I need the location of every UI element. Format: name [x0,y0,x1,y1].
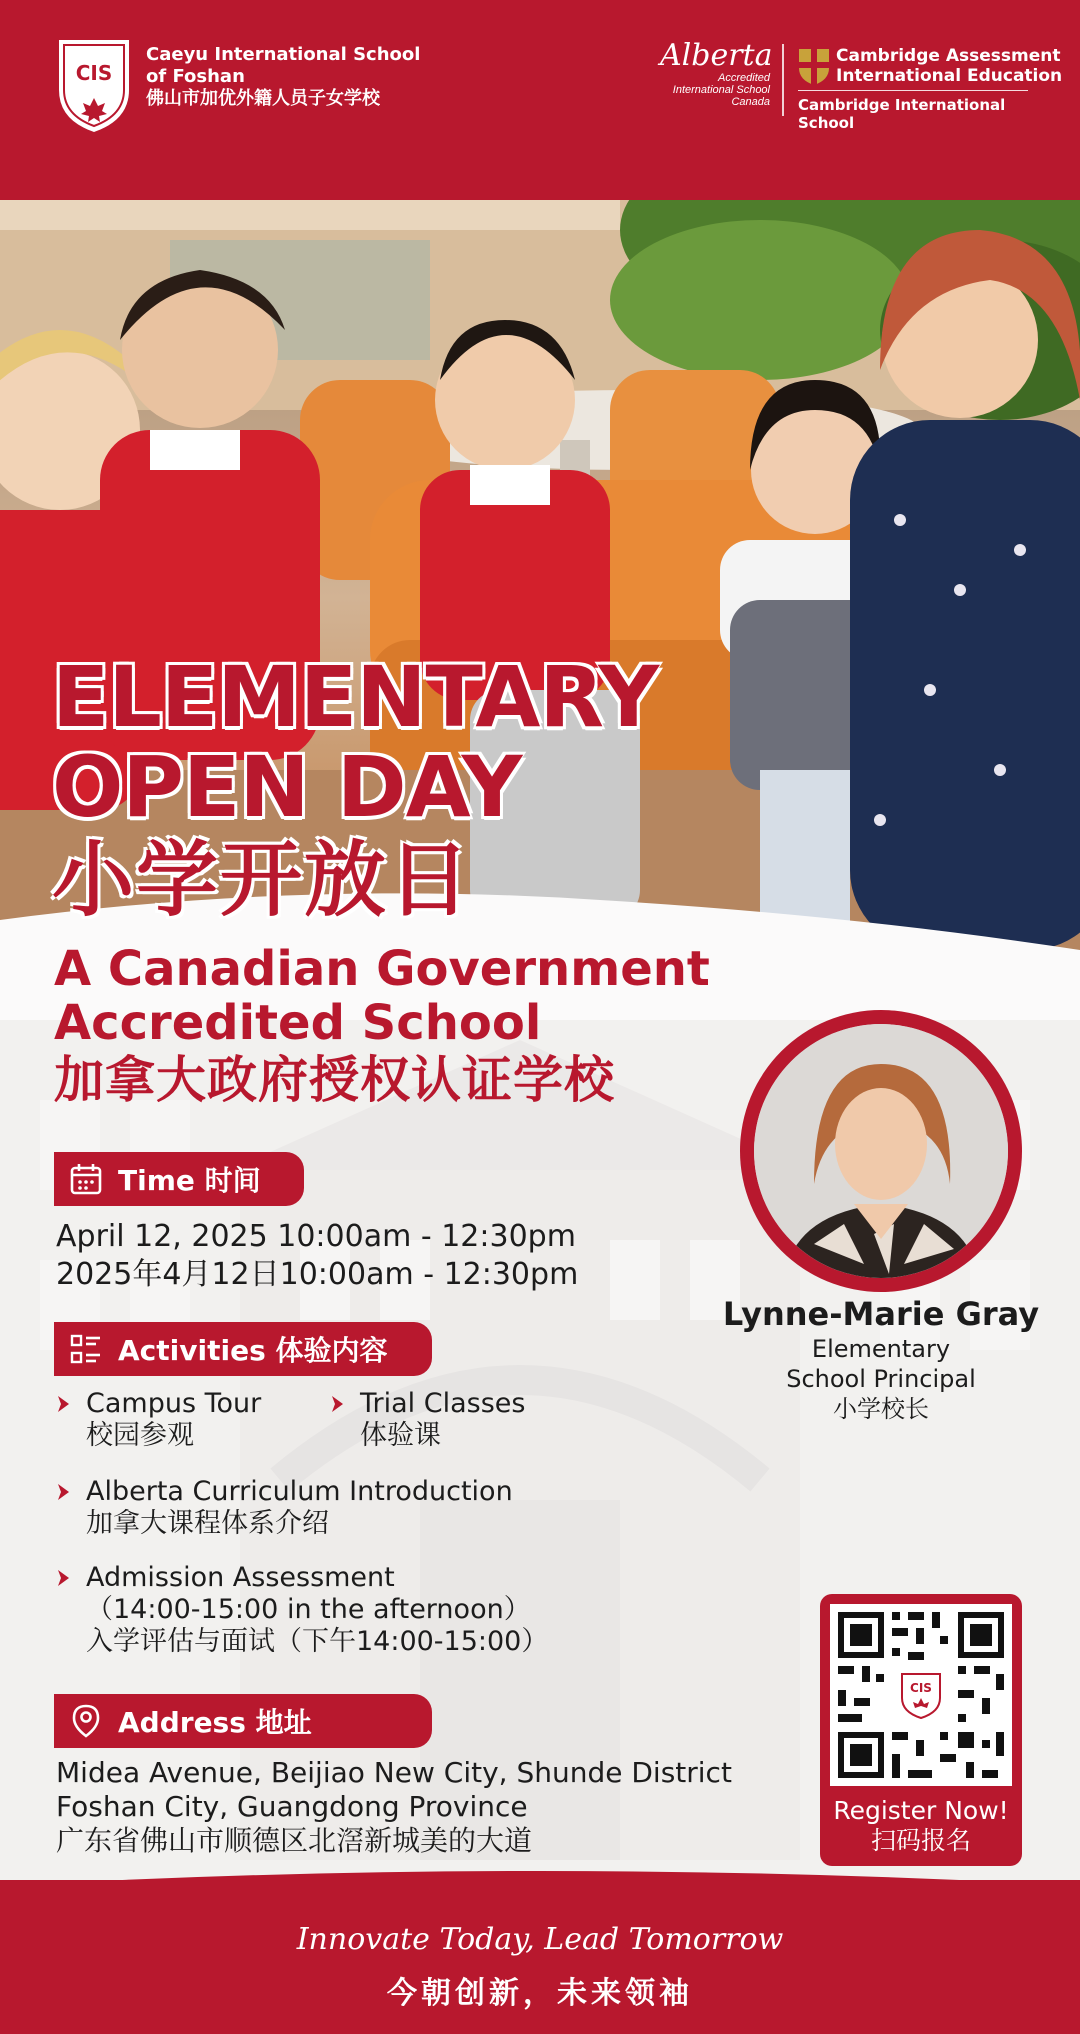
chevron-right-icon [330,1394,346,1414]
cambridge-title [836,46,1076,86]
list-icon [68,1331,104,1367]
header-divider [782,44,784,116]
cambridge-rule [798,90,1028,91]
school-name [146,44,420,110]
activity-cn: 校园参观 [86,1420,194,1451]
alberta-sub-1: Accredited [718,72,770,84]
school-name-cn: 佛山市加优外籍人员子女学校 [146,88,380,109]
address-line-3: 广东省佛山市顺德区北滘新城美的大道 [56,1824,533,1857]
crest-text: CIS [75,61,113,85]
register-now-en[interactable]: Register Now! [833,1796,1009,1825]
calendar-icon [68,1161,104,1197]
principal-role-1: Elementary [811,1335,951,1363]
subtitle-en [54,942,710,1050]
slogan-en: Innovate Today, Lead Tomorrow [296,1922,784,1957]
subtitle-en-1: A Canadian Government [54,941,710,997]
hero-title-cn: 小学开放日 [52,833,473,928]
time-section-header [54,1152,304,1206]
principal-role [720,1334,1042,1424]
subtitle-en-2: Accredited School [54,995,542,1051]
school-name-en-1: Caeyu International School [146,44,421,65]
school-name-en-2: of Foshan [146,66,245,87]
cambridge-school: Cambridge International School [798,96,1006,132]
alberta-sub-2: International School [672,84,770,96]
cambridge-title-2: International Education [836,66,1063,86]
alberta-wordmark: Alberta [660,38,773,73]
subtitle-cn: 加拿大政府授权认证学校 [54,1051,615,1109]
cambridge-shield-icon [798,48,830,86]
activity-en: Campus Tour [86,1388,262,1419]
activities-section-header [54,1322,432,1376]
hero-title-en [52,648,659,836]
chevron-right-icon [56,1568,72,1588]
hero-title-en-2: OPEN DAY [52,738,522,836]
location-pin-icon [68,1703,104,1739]
slogan-cn: 今朝创新，未来领袖 [387,1976,693,2011]
qr-code[interactable] [830,1604,1012,1786]
address-line-2: Foshan City, Guangdong Province [56,1790,528,1823]
cambridge-title-1: Cambridge Assessment [836,46,1061,66]
alberta-sub-3: Canada [731,96,770,108]
register-now-cn[interactable]: 扫码报名 [870,1826,971,1855]
chevron-right-icon [56,1394,72,1414]
principal-role-cn: 小学校长 [833,1395,929,1423]
activity-cn: 体验课 [360,1420,441,1451]
activity-cn: 加拿大课程体系介绍 [86,1508,329,1539]
address-line-1: Midea Avenue, Beijiao New City, Shunde District [56,1756,732,1789]
address-section-header [54,1694,432,1748]
address-label: Address 地址 [118,1706,312,1739]
register-qr-card[interactable] [820,1594,1022,1866]
principal-name: Lynne-Marie Gray [722,1295,1040,1333]
principal-portrait [754,1024,1008,1278]
school-crest-logo [55,36,133,134]
activities-label: Activities 体验内容 [118,1334,388,1367]
principal-role-2: School Principal [786,1365,976,1393]
activity-cn: 入学评估与面试（下午14:00-15:00） [86,1626,549,1657]
hero-title-en-1: ELEMENTARY [52,648,659,746]
activity-en: Trial Classes [360,1388,526,1419]
chevron-right-icon [56,1482,72,1502]
time-value-cn: 2025年4月12日10:00am - 12:30pm [56,1257,579,1292]
time-label: Time 时间 [118,1164,261,1197]
activity-en: Alberta Curriculum Introduction [86,1476,513,1507]
alberta-accreditation-logo [660,38,773,120]
activity-en: Admission Assessment [86,1562,395,1593]
time-value-en: April 12, 2025 10:00am - 12:30pm [56,1219,576,1254]
header-bar [0,0,1080,200]
qr-center-text: CIS [910,1681,932,1695]
activity-en-note: （14:00-15:00 in the afternoon） [86,1594,531,1625]
